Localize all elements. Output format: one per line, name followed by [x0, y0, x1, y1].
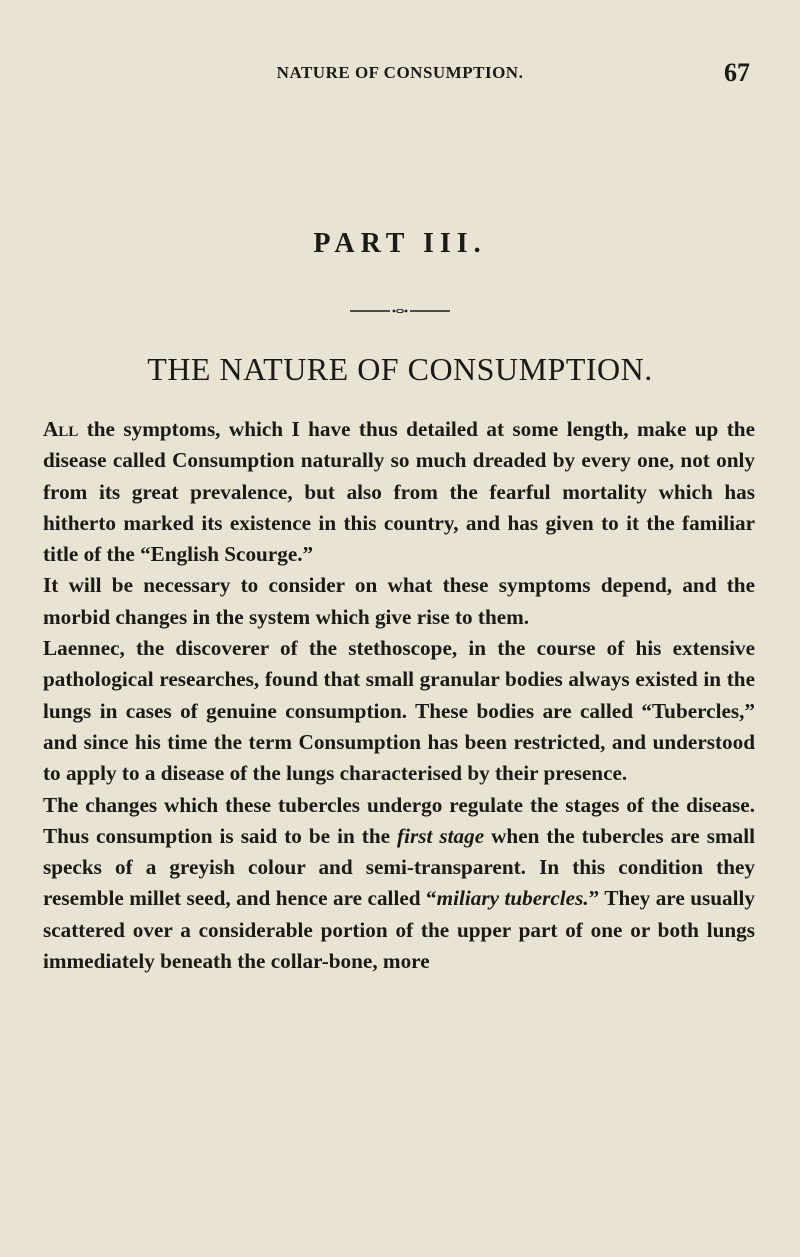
page-number: 67	[724, 58, 750, 87]
paragraph-4-text-c: ” They are usually scattered over a considerable portion of the upper part of one or both lungs immediately beneath the collar-bone, more	[43, 886, 755, 974]
paragraph-4-text-b: when the tubercles are small specks of a greyish colour and semi-transparent. In this condition they resemble millet seed, and hence are called “	[43, 823, 755, 911]
body-text	[43, 414, 755, 977]
part-heading: PART III.	[313, 228, 487, 259]
paragraph-4	[43, 790, 755, 978]
ornament-divider-icon	[350, 309, 450, 313]
paragraph-2: It will be necessary to consider on what these symptoms depend, and the morbid changes in the system which give rise to them.	[43, 573, 755, 629]
opening-word: All	[43, 417, 79, 441]
chapter-title: THE NATURE OF CONSUMPTION.	[147, 351, 653, 387]
first-stage-emphasis: first stage	[397, 823, 485, 848]
running-head	[0, 58, 800, 88]
paragraph-1	[43, 414, 755, 570]
miliary-tubercles-emphasis: miliary tubercles.	[436, 886, 589, 911]
paragraph-1-text: the symptoms, which I have thus detailed at some length, make up the disease called Consumption naturally so much dreaded by every one, not only from its great prevalence, but also from the fearful mortality which has hitherto marked its existence in this country, and has given to it the familiar title of the “English Scourge.”	[43, 417, 755, 567]
running-title: NATURE OF CONSUMPTION.	[276, 63, 524, 82]
paragraph-3: Laennec, the discoverer of the stethoscope, in the course of his extensive pathological researches, found that small granular bodies always existed in the lungs in cases of genuine consumption. These bodies are called “Tubercles,” and since his time the term Consumption has been restricted, and understood to apply to a disease of the lungs characterised by their presence.	[43, 636, 755, 786]
paragraph-4-text-a: The changes which these tubercles undergo regulate the stages of the disease. Thus consumption is said to be in the	[43, 792, 755, 848]
